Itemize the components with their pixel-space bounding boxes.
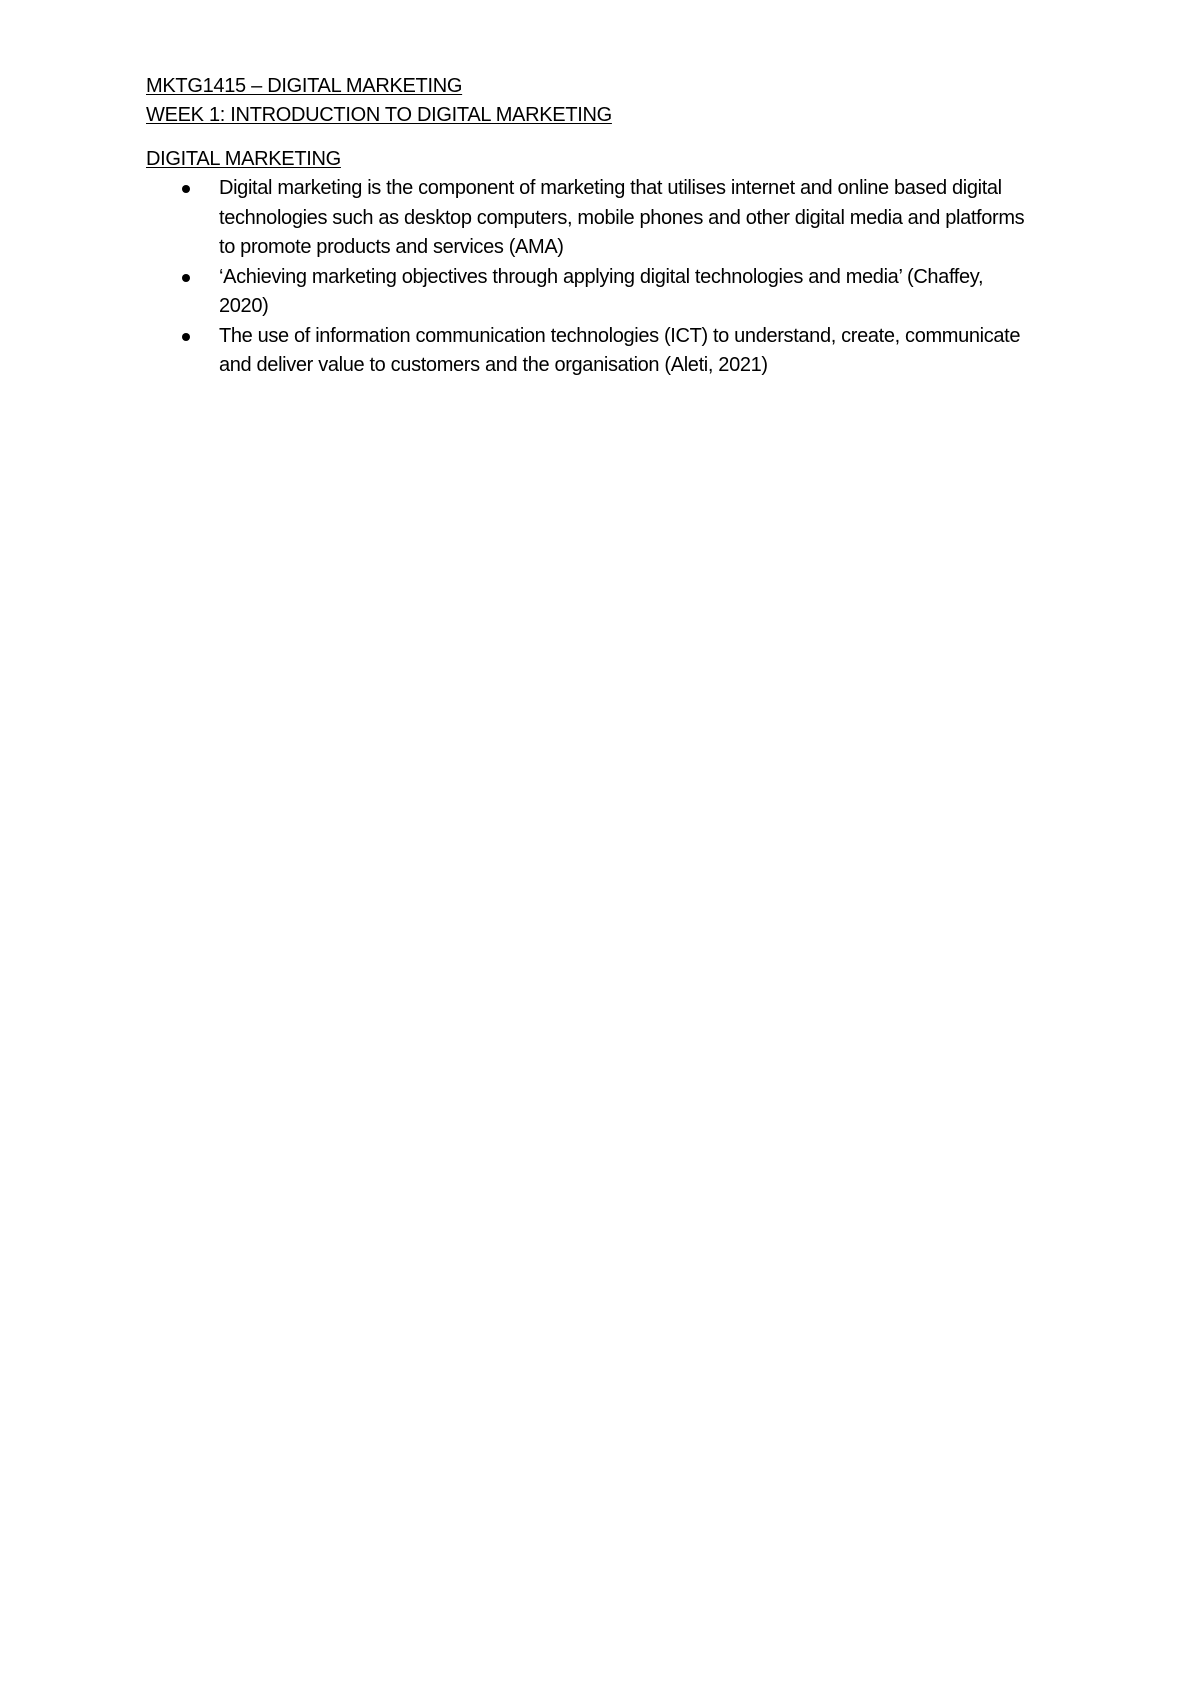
week-title: WEEK 1: INTRODUCTION TO DIGITAL MARKETING	[146, 104, 612, 126]
bullet-icon	[182, 333, 190, 341]
list-item	[146, 322, 1029, 381]
bullet-list	[146, 174, 1046, 381]
document-content	[146, 72, 1046, 381]
list-item-text: ‘Achieving marketing objectives through applying digital technologies and media’ (Chaffey, 2020)	[219, 265, 984, 317]
list-item-text: The use of information communication technologies (ICT) to understand, create, communicate and deliver value to customers and the organisation (Aleti, 2021)	[219, 324, 1021, 376]
list-item	[146, 263, 1029, 322]
list-item-text: Digital marketing is the component of marketing that utilises internet and online based digital technologies such as desktop computers, mobile phones and other digital media and platforms to promote products and services (AMA)	[219, 177, 1025, 258]
bullet-icon	[182, 274, 190, 282]
bullet-icon	[182, 185, 190, 193]
list-item	[146, 174, 1029, 263]
course-title: MKTG1415 – DIGITAL MARKETING	[146, 75, 463, 97]
section-title: DIGITAL MARKETING	[146, 148, 341, 170]
